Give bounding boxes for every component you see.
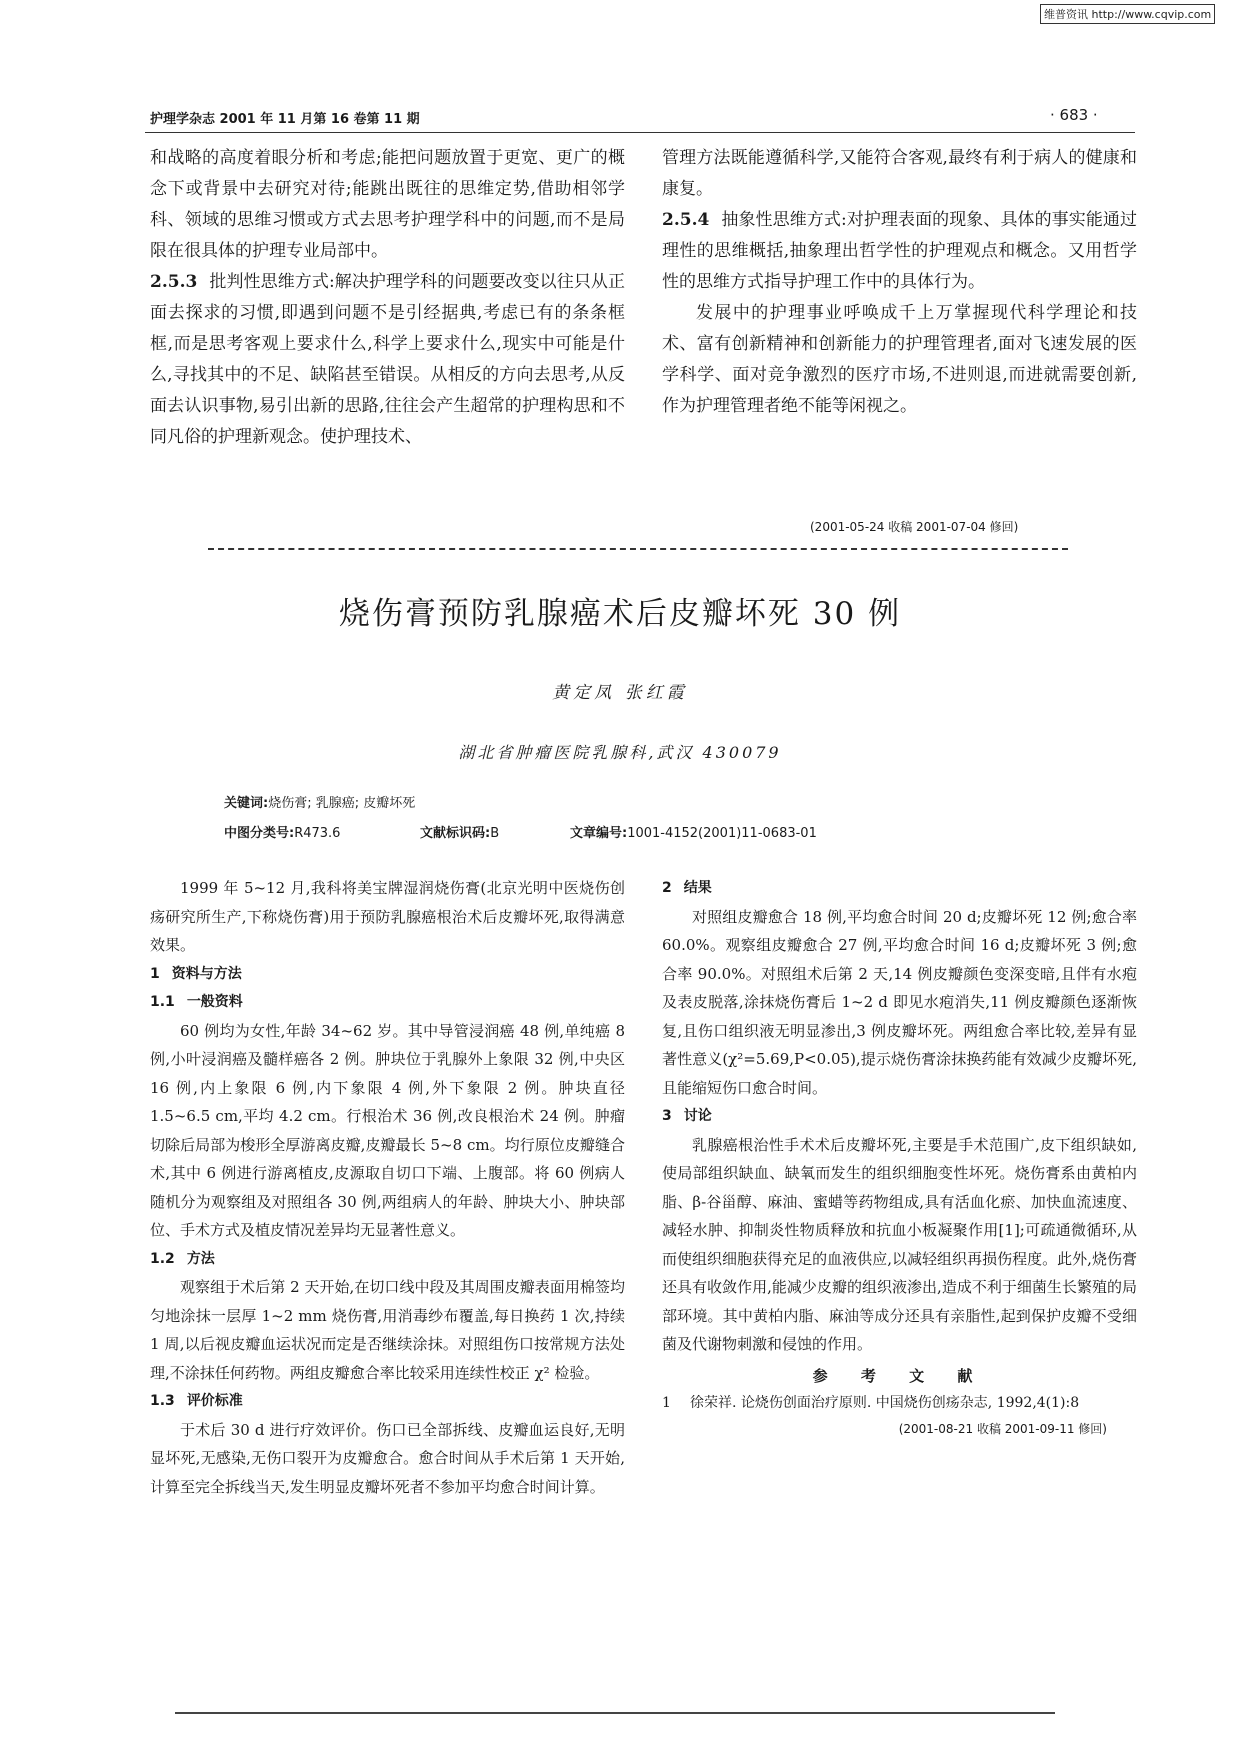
section-number: 2 [662, 880, 672, 896]
section-paragraph [662, 205, 1137, 298]
doc-code-value: B [490, 826, 500, 841]
body-paragraph: 管理方法既能遵循科学,又能符合客观,最终有利于病人的健康和康复。 [662, 148, 1137, 199]
running-header-journal: 护理学杂志 2001 年 11 月第 16 卷第 11 期 [150, 112, 420, 127]
prev-article-left-column [150, 143, 625, 453]
body-paragraph: 和战略的高度着眼分析和考虑;能把问题放置于更宽、更广的概念下或背景中去研究对待;能跳出既往的思维定势,借助相邻学科、领域的思维习惯或方式去思考护理学科中的问题,而不是局限在很具体的护理专业局部中。 [150, 148, 625, 261]
keywords: 烧伤膏; 乳腺癌; 皮瓣坏死 [268, 796, 416, 811]
watermark: 维普资讯 http://www.cqvip.com [1040, 4, 1215, 24]
article-separator [208, 548, 1068, 550]
section-heading [662, 1102, 1137, 1131]
article-title: 烧伤膏预防乳腺癌术后皮瓣坏死 30 例 [338, 596, 902, 632]
section-number: 1 [150, 965, 160, 982]
section-heading [150, 988, 625, 1017]
clc-label: 中图分类号: [224, 826, 295, 841]
section-number: 3 [662, 1108, 672, 1124]
body-paragraph: 60 例均为女性,年龄 34~62 岁。其中导管浸润癌 48 例,单纯癌 8 例,小叶浸润癌及髓样癌各 2 例。肿块位于乳腺外上象限 32 例,中央区 16 例,内上象限 6 例,内下象限 4 例,外下象限 2 例。肿块直径 1.5~6.5 cm,平均 4.2 cm。行根治术 36 例,改良根治术 24 例。肿瘤切除后局部为梭形全厚游离皮瓣,皮瓣最长 5~8 cm。均行原位皮瓣缝合术,其中 6 例进行游离植皮,皮源取自切口下端、上腹部。将 60 例病人随机分为观察组及对照组各 30 例,两组病人的年龄、肿块大小、肿块部位、手术方式及植皮情况差异均无显著性意义。 [150, 1021, 625, 1239]
section-text: 讨论 [683, 1108, 712, 1124]
section-text: 结果 [683, 880, 712, 896]
section-heading [150, 1387, 625, 1416]
reference-number: 1 [662, 1394, 671, 1411]
article-number-line [570, 822, 817, 841]
section-text: 资料与方法 [171, 965, 242, 982]
references-title: 参 考 文 献 [812, 1366, 987, 1385]
doc-code-label: 文献标识码: [420, 826, 491, 841]
body-paragraph: 于术后 30 d 进行疗效评价。伤口已全部拆线、皮瓣血运良好,无明显坏死,无感染,无伤口裂开为皮瓣愈合。愈合时间从手术后第 1 天开始,计算至完全拆线当天,发生明显皮瓣坏死者不参加平均愈合时间计算。 [150, 1420, 625, 1496]
section-number: 1.2 [150, 1250, 175, 1267]
clc-value: R473.6 [294, 826, 341, 841]
footer-rule [175, 1712, 1055, 1714]
article-affiliation: 湖北省肿瘤医院乳腺科,武汉 430079 [458, 743, 782, 762]
section-number: 2.5.3 [150, 272, 198, 292]
body-paragraph: 观察组于术后第 2 天开始,在切口线中段及其周围皮瓣表面用棉签均匀地涂抹一层厚 1~2 mm 烧伤膏,用消毒纱布覆盖,每日换药 1 次,持续 1 周,以后视皮瓣血运状况而定是否继续涂抹。对照组伤口按常规方法处理,不涂抹任何药物。两组皮瓣愈合率比较采用连续性校正 χ² 检验。 [150, 1278, 625, 1382]
body-paragraph: 对照组皮瓣愈合 18 例,平均愈合时间 20 d;皮瓣坏死 12 例;愈合率 60.0%。观察组皮瓣愈合 27 例,平均愈合时间 16 d;皮瓣坏死 3 例;愈合率 90.0%。对照组术后第 2 天,14 例皮瓣颜色变深变暗,且伴有水疱及表皮脱落,涂抹烧伤膏后 1~2 d 即见水疱消失,11 例皮瓣颜色逐渐恢复,且伤口组织液无明显渗出,3 例皮瓣坏死。两组愈合率比较,差异有显著性意义(χ²=5.69,P<0.05),提示烧伤膏涂抹换药能有效减少皮瓣坏死,且能缩短伤口愈合时间。 [662, 907, 1137, 1097]
body-paragraph: 乳腺癌根治性手术术后皮瓣坏死,主要是手术范围广,皮下组织缺如,使局部组织缺血、缺氧而发生的组织细胞变性坏死。烧伤膏系由黄柏内脂、β-谷甾醇、麻油、蜜蜡等药物组成,具有活血化瘀、加快血流速度、减轻水肿、抑制炎性物质释放和抗血小板凝聚作用[1];可疏通微循环,从而使组织细胞获得充足的血液供应,以减轻组织再损伤程度。此外,烧伤膏还具有收敛作用,能减少皮瓣的组织液渗出,造成不利于细菌生长繁殖的局部环境。其中黄柏内脂、麻油等成分还具有亲脂性,起到保护皮瓣不受细菌及代谢物刺激和侵蚀的作用。 [662, 1135, 1137, 1353]
section-text: 评价标准 [186, 1393, 243, 1409]
article-number-value: 1001-4152(2001)11-0683-01 [627, 826, 817, 841]
section-heading [150, 960, 625, 989]
prev-article-right-column [662, 143, 1137, 422]
article-number-label: 文章编号: [570, 826, 628, 841]
keywords-label: 关键词: [224, 796, 269, 811]
page-number: · 683 · [1050, 106, 1098, 124]
section-text: 批判性思维方式:解决护理学科的问题要改变以往只从正面去探求的习惯,即遇到问题不是引经据典,考虑已有的条条框框,而是思考客观上要求什么,科学上要求什么,现实中可能是什么,寻找其中的不足、缺陷甚至错误。从相反的方向去思考,从反面去认识事物,易引出新的思路,往往会产生超常的护理构思和不同凡俗的护理新观念。使护理技术、 [150, 272, 625, 447]
section-text: 一般资料 [186, 994, 243, 1010]
section-text: 抽象性思维方式:对护理表面的现象、具体的事实能通过理性的思维概括,抽象理出哲学性的护理观点和概念。又用哲学性的思维方式指导护理工作中的具体行为。 [662, 210, 1137, 292]
section-heading [150, 1245, 625, 1274]
article-authors: 黄定凤 张红霞 [552, 683, 688, 703]
reference-item [662, 1390, 1137, 1416]
article-right-column [662, 874, 1137, 1437]
body-paragraph: 发展中的护理事业呼唤成千上万掌握现代科学理论和技术、富有创新精神和创新能力的护理管理者,面对飞速发展的医学科学、面对竞争激烈的医疗市场,不进则退,而进就需要创新,作为护理管理者绝不能等闲视之。 [662, 303, 1137, 416]
clc-line [224, 822, 340, 841]
section-text: 方法 [186, 1250, 215, 1267]
section-paragraph [150, 267, 625, 453]
article-left-column [150, 874, 625, 1501]
section-number: 1.1 [150, 994, 175, 1010]
section-heading [662, 874, 1137, 903]
doc-code-line [420, 822, 499, 841]
body-paragraph: 1999 年 5~12 月,我科将美宝牌湿润烧伤膏(北京光明中医烧伤创疡研究所生产,下称烧伤膏)用于预防乳腺癌根治术后皮瓣坏死,取得满意效果。 [150, 879, 625, 954]
keywords-line [224, 792, 415, 811]
article-received: (2001-08-21 收稿 2001-09-11 修回) [898, 1421, 1107, 1436]
prev-article-received: (2001-05-24 收稿 2001-07-04 修回) [810, 520, 1019, 534]
section-number: 1.3 [150, 1393, 175, 1409]
reference-text: 徐荣祥. 论烧伤创面治疗原则. 中国烧伤创疡杂志, 1992,4(1):8 [690, 1394, 1080, 1411]
header-rule [145, 132, 1135, 133]
section-number: 2.5.4 [662, 210, 710, 230]
